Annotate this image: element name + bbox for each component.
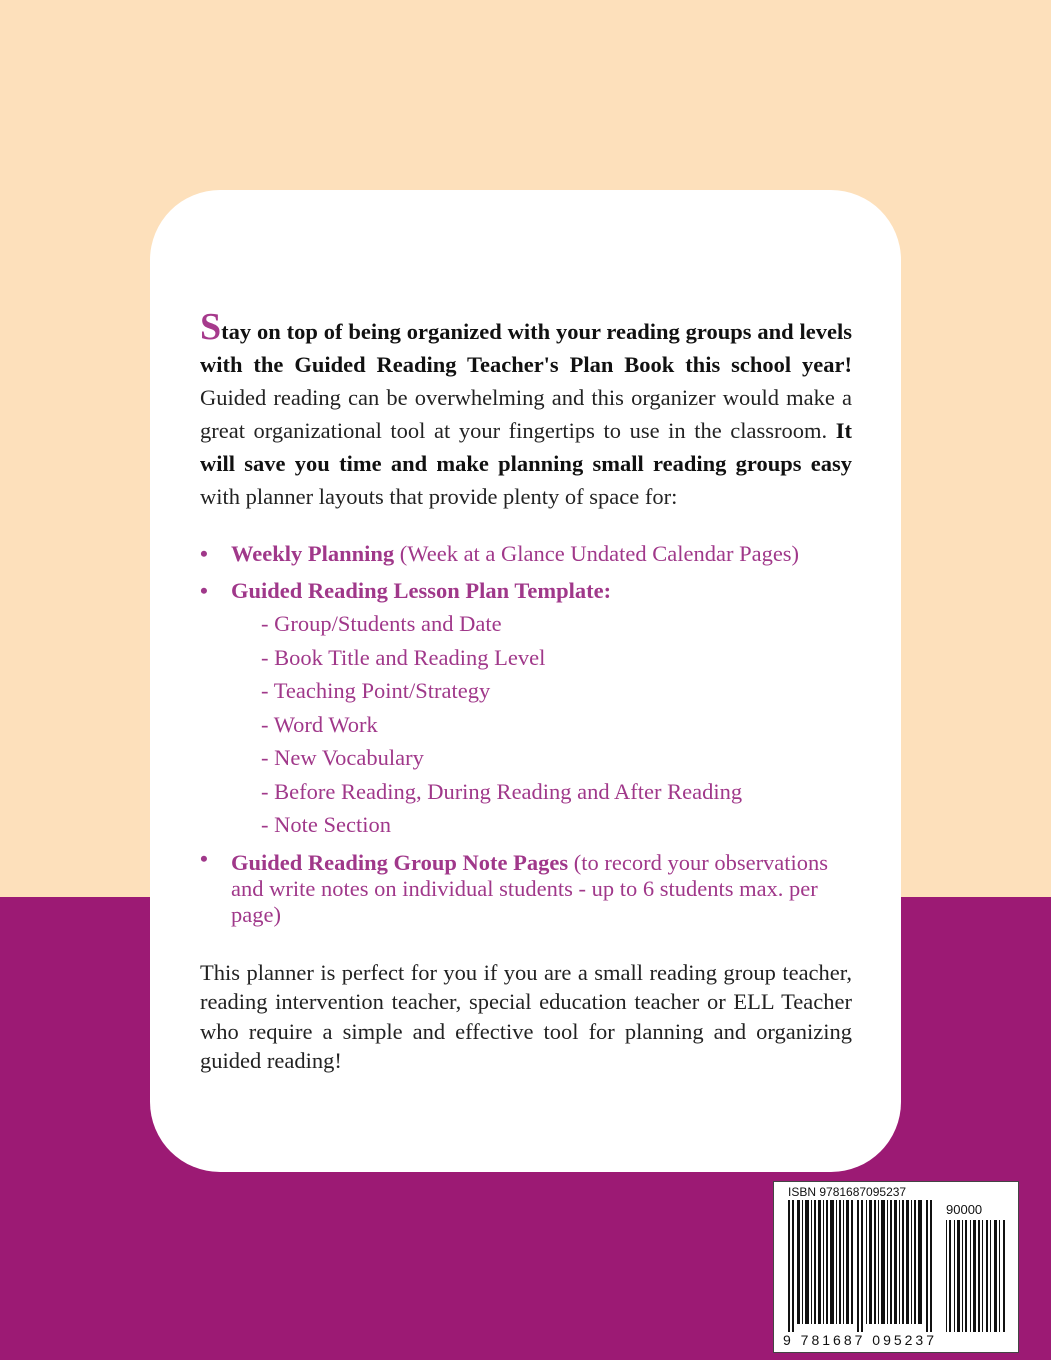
intro-bold-lead: tay on top of being organized with your reading groups and levels with the Guided Reading Teacher's Plan Book this school year! [200, 319, 852, 377]
drop-cap: S [200, 306, 222, 348]
list-item: - Teaching Point/Strategy [261, 678, 491, 703]
isbn-label: ISBN 9781687095237 [788, 1185, 907, 1199]
closing-paragraph: This planner is perfect for you if you are a small reading group teacher, reading intervention teacher, special education teacher or ELL Teacher who require a simple and effective tool for planning and organizing guided reading! [200, 959, 852, 1073]
list-item: - Group/Students and Date [261, 611, 502, 636]
feature-weekly-title: Weekly Planning [231, 541, 395, 566]
list-item: - Book Title and Reading Level [261, 644, 546, 670]
barcode-addon-number: 90000 [946, 1202, 983, 1217]
barcode-bars-image [788, 1200, 938, 1332]
intro-regular-2: with planner layouts that provide plenty of space for: [200, 484, 678, 509]
feature-note-pages [200, 846, 852, 928]
isbn-barcode [773, 1181, 1019, 1353]
addon-barcode-image [946, 1220, 1010, 1332]
barcode-digits: 9 781687 095237 [783, 1332, 937, 1348]
feature-weekly-planning [200, 537, 852, 570]
feature-notes-desc: (to record your observations and write notes on individual students - up to 6 students max. per page) [231, 849, 829, 927]
intro-bold-2: It will save you time and make planning small reading groups easy [200, 418, 853, 476]
feature-lesson-plan [200, 574, 852, 842]
list-item: - New Vocabulary [261, 745, 424, 770]
list-item: - Before Reading, During Reading and After Reading [261, 778, 743, 804]
lesson-plan-sublist [231, 607, 852, 842]
feature-list [200, 537, 852, 928]
intro-paragraph [200, 308, 852, 513]
description-content [200, 308, 852, 1076]
feature-lesson-title: Guided Reading Lesson Plan Template: [231, 578, 612, 603]
intro-regular-1: Guided reading can be overwhelming and this organizer would make a great organizational tool at your fingertips to use in the classroom. [200, 385, 852, 443]
list-item: - Note Section [261, 812, 391, 837]
list-item: - Word Work [261, 711, 378, 737]
description-card [150, 190, 901, 1172]
feature-weekly-desc: (Week at a Glance Undated Calendar Pages) [394, 541, 800, 566]
feature-notes-title: Guided Reading Group Note Pages [231, 849, 569, 875]
